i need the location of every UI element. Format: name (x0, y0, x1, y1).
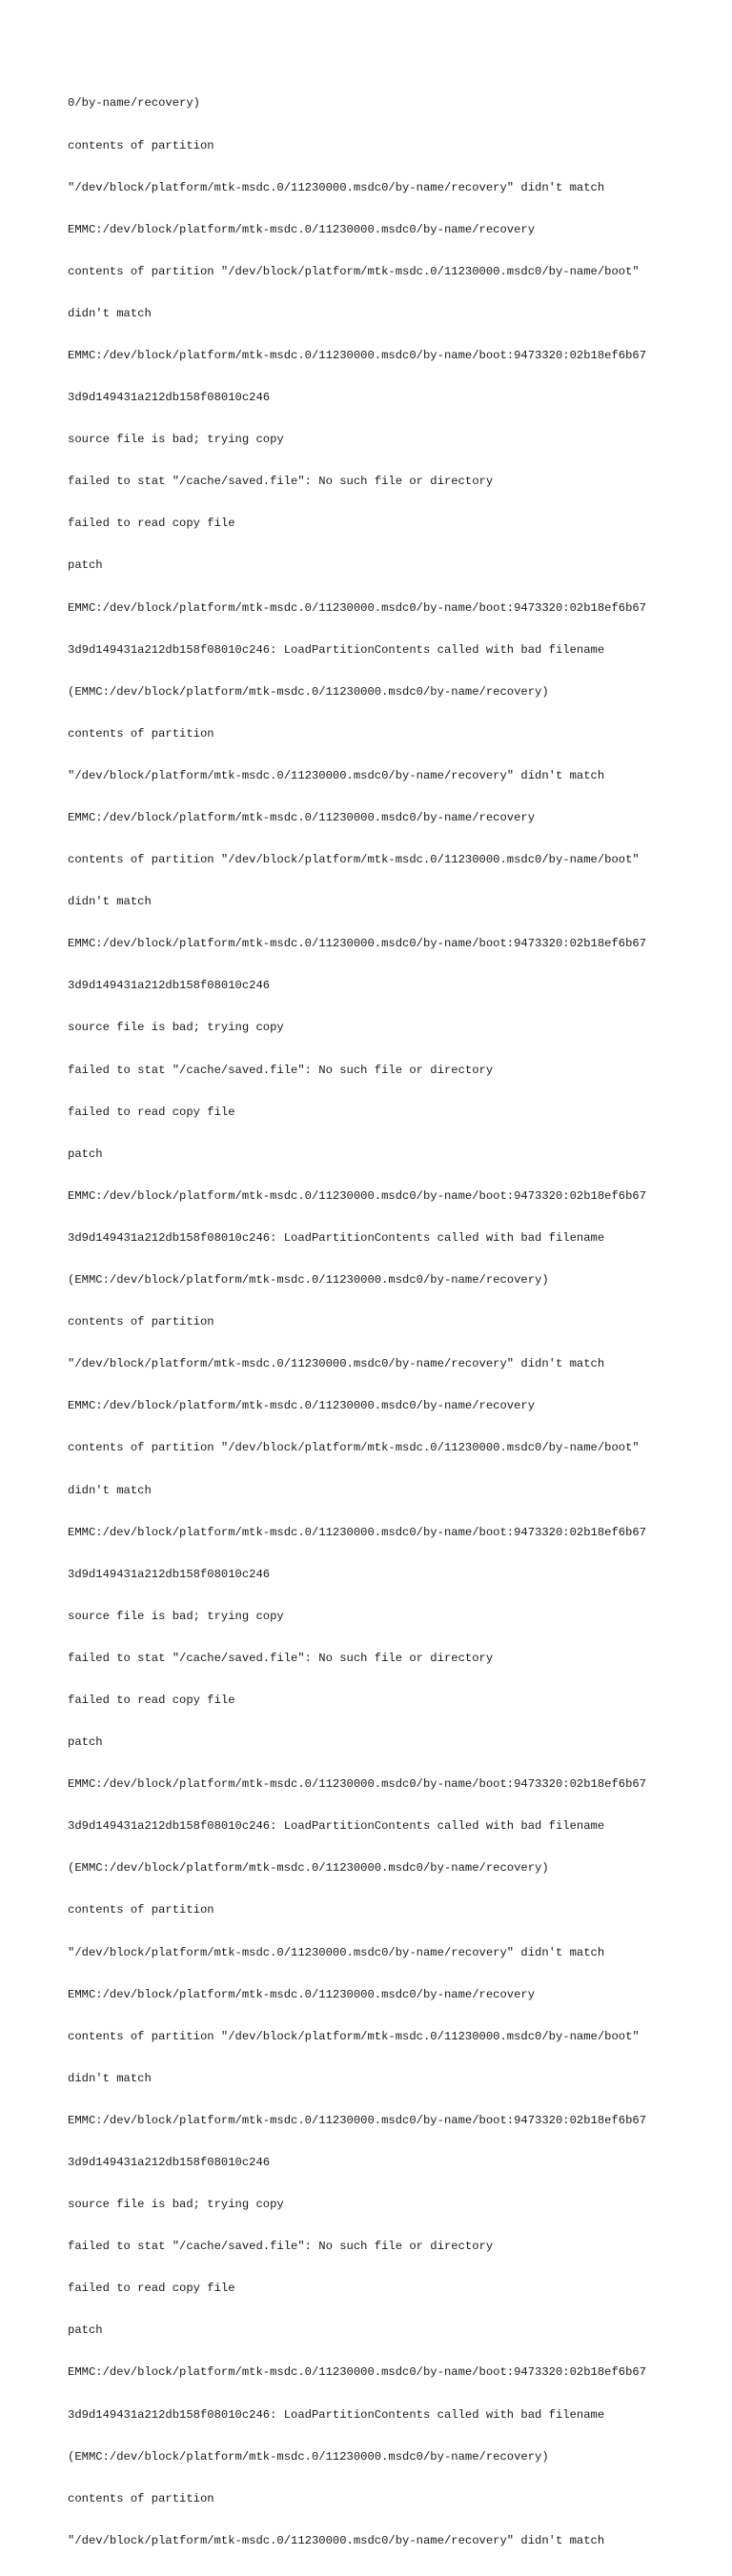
log-line: (EMMC:/dev/block/platform/mtk-msdc.0/11230000.msdc0/by-name/recovery) (68, 684, 549, 699)
log-line: 3d9d149431a212db158f08010c246: LoadPartitionContents called with bad filename (68, 2407, 605, 2422)
log-line: EMMC:/dev/block/platform/mtk-msdc.0/11230000.msdc0/by-name/recovery (68, 1987, 536, 2001)
log-line: failed to read copy file (68, 1105, 235, 1119)
log-line: failed to stat "/cache/saved.file": No such file or directory (68, 1063, 494, 1077)
log-line: "/dev/block/platform/mtk-msdc.0/11230000.msdc0/by-name/recovery" didn't match (68, 768, 605, 782)
log-line: failed to stat "/cache/saved.file": No such file or directory (68, 2240, 494, 2254)
log-line: source file is bad; trying copy (68, 1021, 284, 1035)
log-line: "/dev/block/platform/mtk-msdc.0/11230000.msdc0/by-name/recovery" didn't match (68, 180, 605, 194)
log-line: 3d9d149431a212db158f08010c246 (68, 979, 271, 993)
log-line: 3d9d149431a212db158f08010c246: LoadPartitionContents called with bad filename (68, 642, 605, 657)
log-line: EMMC:/dev/block/platform/mtk-msdc.0/11230000.msdc0/by-name/boot:9473320:02b18ef6b67 (68, 348, 647, 362)
log-line: source file is bad; trying copy (68, 2198, 284, 2212)
log-line: EMMC:/dev/block/platform/mtk-msdc.0/11230000.msdc0/by-name/recovery (68, 811, 536, 824)
log-line: EMMC:/dev/block/platform/mtk-msdc.0/11230000.msdc0/by-name/boot:9473320:02b18ef6b67 (68, 1188, 647, 1203)
log-line: failed to read copy file (68, 517, 235, 531)
log-line: didn't match (68, 1483, 152, 1497)
log-line: contents of partition (68, 2491, 214, 2505)
log-line: EMMC:/dev/block/platform/mtk-msdc.0/11230000.msdc0/by-name/boot:9473320:02b18ef6b67 (68, 1525, 647, 1539)
log-line: source file is bad; trying copy (68, 1609, 284, 1623)
log-line: failed to stat "/cache/saved.file": No such file or directory (68, 1651, 494, 1665)
log-line: 3d9d149431a212db158f08010c246: LoadPartitionContents called with bad filename (68, 1819, 605, 1834)
log-line: patch (68, 2323, 103, 2338)
log-line: didn't match (68, 895, 152, 909)
log-line: contents of partition "/dev/block/platform/mtk-msdc.0/11230000.msdc0/by-name/boot" (68, 1441, 640, 1455)
log-line: EMMC:/dev/block/platform/mtk-msdc.0/11230000.msdc0/by-name/boot:9473320:02b18ef6b67 (68, 937, 647, 951)
log-line: didn't match (68, 306, 152, 320)
log-line: "/dev/block/platform/mtk-msdc.0/11230000.msdc0/by-name/recovery" didn't match (68, 1357, 605, 1371)
log-line: failed to stat "/cache/saved.file": No such file or directory (68, 475, 494, 489)
log-line: contents of partition "/dev/block/platform/mtk-msdc.0/11230000.msdc0/by-name/boot" (68, 264, 640, 278)
log-line: contents of partition (68, 138, 214, 152)
log-line: failed to read copy file (68, 1693, 235, 1707)
log-line: failed to read copy file (68, 2282, 235, 2296)
log-line: didn't match (68, 2071, 152, 2085)
log-line: (EMMC:/dev/block/platform/mtk-msdc.0/11230000.msdc0/by-name/recovery) (68, 2449, 549, 2464)
log-line: EMMC:/dev/block/platform/mtk-msdc.0/11230000.msdc0/by-name/recovery (68, 222, 536, 236)
log-line: EMMC:/dev/block/platform/mtk-msdc.0/11230000.msdc0/by-name/boot:9473320:02b18ef6b67 (68, 600, 647, 615)
log-line: contents of partition "/dev/block/platform/mtk-msdc.0/11230000.msdc0/by-name/boot" (68, 2029, 640, 2043)
log-line: EMMC:/dev/block/platform/mtk-msdc.0/11230000.msdc0/by-name/boot:9473320:02b18ef6b67 (68, 2365, 647, 2380)
log-line: (EMMC:/dev/block/platform/mtk-msdc.0/11230000.msdc0/by-name/recovery) (68, 1273, 549, 1288)
log-line: patch (68, 1735, 103, 1750)
log-line: EMMC:/dev/block/platform/mtk-msdc.0/11230000.msdc0/by-name/recovery (68, 1399, 536, 1413)
log-text-block (68, 69, 646, 2576)
log-line: source file is bad; trying copy (68, 433, 284, 447)
log-line: "/dev/block/platform/mtk-msdc.0/11230000.msdc0/by-name/recovery" didn't match (68, 1945, 605, 1959)
log-line: 0/by-name/recovery) (68, 96, 200, 111)
log-line: contents of partition (68, 726, 214, 740)
log-line: 3d9d149431a212db158f08010c246 (68, 2156, 271, 2169)
log-line: contents of partition "/dev/block/platform/mtk-msdc.0/11230000.msdc0/by-name/boot" (68, 853, 640, 867)
log-line: contents of partition (68, 1315, 214, 1329)
log-line: patch (68, 1146, 103, 1161)
log-line: EMMC:/dev/block/platform/mtk-msdc.0/11230000.msdc0/by-name/boot:9473320:02b18ef6b67 (68, 2113, 647, 2127)
log-line: (EMMC:/dev/block/platform/mtk-msdc.0/11230000.msdc0/by-name/recovery) (68, 1861, 549, 1876)
log-line: EMMC:/dev/block/platform/mtk-msdc.0/11230000.msdc0/by-name/boot:9473320:02b18ef6b67 (68, 1777, 647, 1792)
log-line: "/dev/block/platform/mtk-msdc.0/11230000.msdc0/by-name/recovery" didn't match (68, 2533, 605, 2547)
log-line: 3d9d149431a212db158f08010c246 (68, 1567, 271, 1581)
log-line: 3d9d149431a212db158f08010c246: LoadPartitionContents called with bad filename (68, 1230, 605, 1245)
log-line: 3d9d149431a212db158f08010c246 (68, 391, 271, 405)
log-line: patch (68, 558, 103, 573)
log-line: contents of partition (68, 1903, 214, 1917)
